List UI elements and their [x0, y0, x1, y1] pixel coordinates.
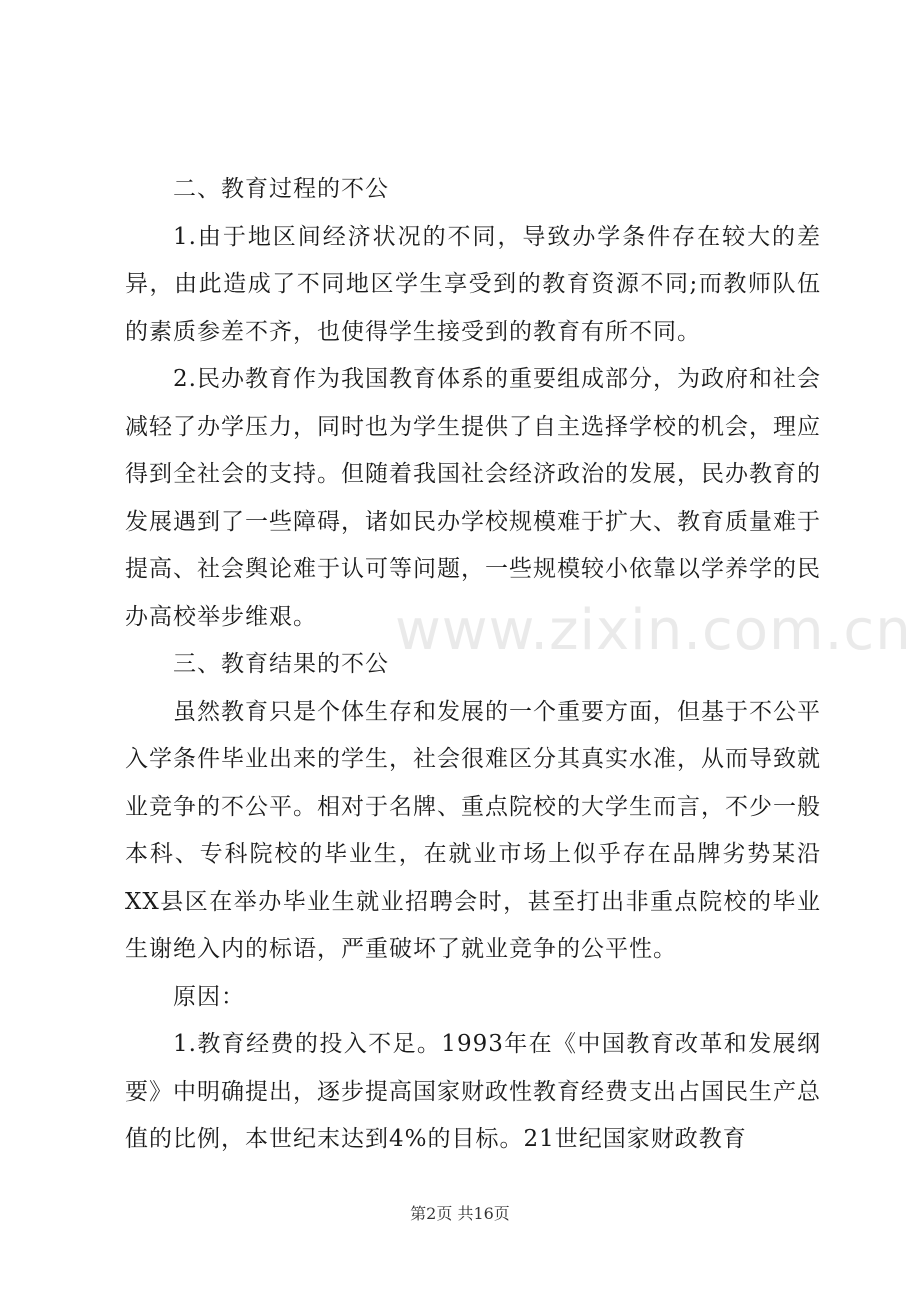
paragraph-funding-shortage: 1.教育经费的投入不足。1993年在《中国教育改革和发展纲要》中明确提出，逐步提高国家财政性教育经费支出占国民生产总值的比例，本世纪末达到4%的目标。21世纪国家财政教育 [125, 1031, 821, 1152]
section-heading-causes: 原因： [173, 983, 245, 1010]
paragraph-private-education: 2.民办教育作为我国教育体系的重要组成部分，为政府和社会减轻了办学压力，同时也为学生提供了自主选择学校的机会，理应得到全社会的支持。但随着我国社会经济政治的发展，民办教育的发展遇到了一些障碍，诸如民办学校规模难于扩大、教育质量难于提高、社会舆论难于认可等问题，一些规模较小依靠以学养学的民办高校举步维艰。 [125, 366, 821, 630]
site-watermark: www.zixin.com.cn [395, 598, 912, 663]
paragraph-regional-differences: 1.由于地区间经济状况的不同，导致办学条件存在较大的差异，由此造成了不同地区学生享受到的教育资源不同;而教师队伍的素质参差不齐，也使得学生接受到的教育有所不同。 [125, 223, 821, 345]
paragraph-employment-competition: 虽然教育只是个体生存和发展的一个重要方面，但基于不公平入学条件毕业出来的学生，社会很难区分其真实水准，从而导致就业竞争的不公平。相对于名牌、重点院校的大学生而言，不少一般本科、专科院校的毕业生，在就业市场上似乎存在品牌劣势某沿XX县区在举办毕业生就业招聘会时，甚至打出非重点院校的毕业生谢绝入内的标语，严重破坏了就业竞争的公平性。 [125, 698, 821, 962]
section-heading-process-inequity: 二、教育过程的不公 [173, 176, 389, 202]
page-number-footer: 第2页 共16页 [410, 1204, 510, 1223]
section-heading-outcome-inequity: 三、教育结果的不公 [173, 651, 389, 677]
document-body [125, 166, 821, 1164]
